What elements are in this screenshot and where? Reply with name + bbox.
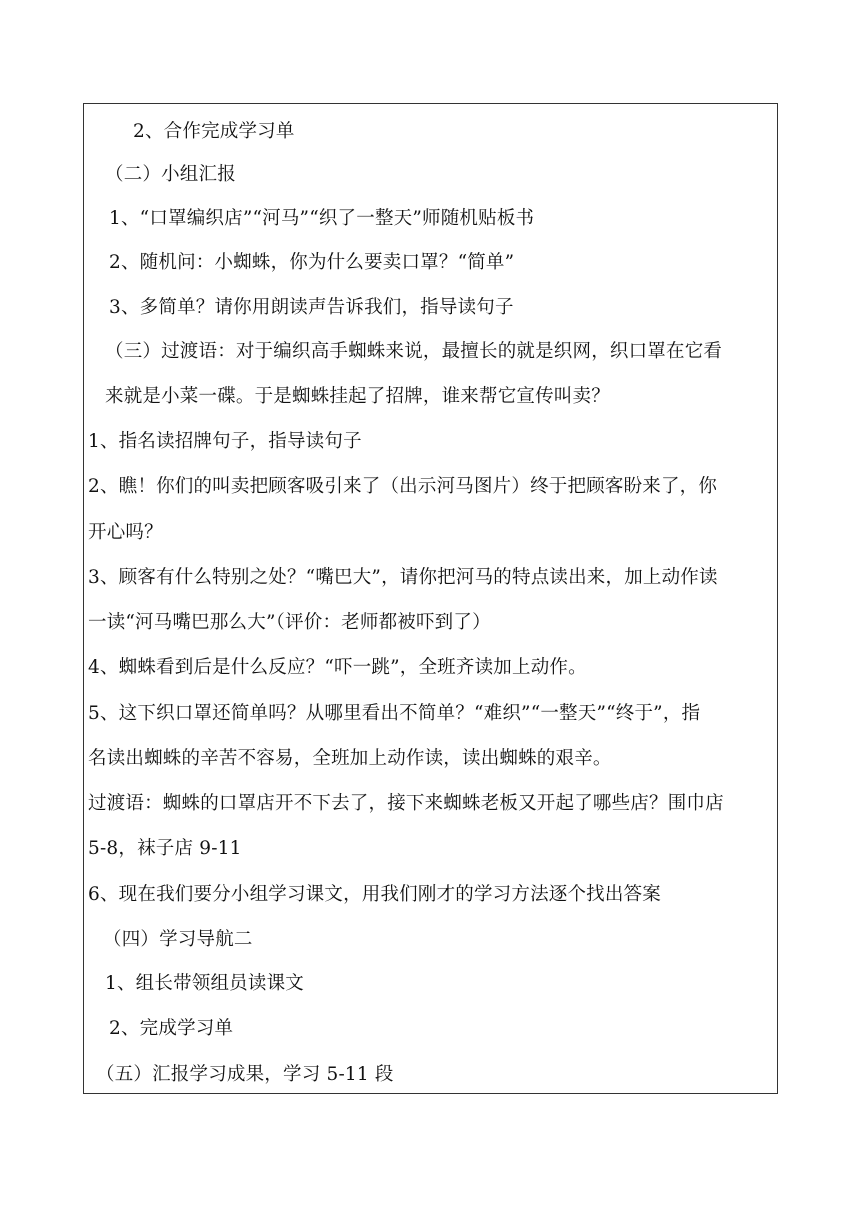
text-line: 1、“口罩编织店”“河马”“织了一整天”师随机贴板书: [109, 208, 535, 229]
text-line: 一读“河马嘴巴那么大”（评价：老师都被吓到了）: [88, 612, 491, 633]
text-line: 5、这下织口罩还简单吗？从哪里看出不简单？“难织”“一整天”“终于”，指: [88, 703, 701, 724]
text-line: 4、蜘蛛看到后是什么反应？“吓一跳”，全班齐读加上动作。: [88, 657, 587, 678]
text-line: （二）小组汇报: [105, 164, 236, 185]
text-line: 1、指名读招牌句子，指导读句子: [88, 431, 362, 452]
text-line: （五）汇报学习成果，学习 5-11 段: [96, 1064, 394, 1085]
text-line: 2、随机问：小蜘蛛，你为什么要卖口罩？“简单”: [109, 252, 515, 273]
text-line: 2、合作完成学习单: [133, 121, 295, 142]
text-line: 5-8，袜子店 9-11: [88, 838, 242, 859]
text-line: 6、现在我们要分小组学习课文，用我们刚才的学习方法逐个找出答案: [88, 884, 661, 905]
text-line: （三）过渡语：对于编织高手蜘蛛来说，最擅长的就是织网，织口罩在它看: [105, 341, 723, 362]
text-line: 来就是小菜一碟。于是蜘蛛挂起了招牌，谁来帮它宣传叫卖？: [105, 386, 610, 407]
text-line: 1、组长带领组员读课文: [105, 973, 304, 994]
text-line: 开心吗？: [88, 522, 163, 543]
text-line: 名读出蜘蛛的辛苦不容易，全班加上动作读，读出蜘蛛的艰辛。: [88, 748, 612, 769]
text-line: 3、多简单？请你用朗读声告诉我们，指导读句子: [109, 297, 514, 318]
text-line: 3、顾客有什么特别之处？“嘴巴大”，请你把河马的特点读出来，加上动作读: [88, 567, 718, 588]
text-line: 2、完成学习单: [109, 1018, 234, 1039]
text-line: （四）学习导航二: [103, 929, 253, 950]
lesson-plan-table-cell: [83, 103, 778, 1094]
text-line: 2、瞧！你们的叫卖把顾客吸引来了（出示河马图片）终于把顾客盼来了，你: [88, 476, 718, 497]
text-line: 过渡语：蜘蛛的口罩店开不下去了，接下来蜘蛛老板又开起了哪些店？围巾店: [88, 793, 724, 814]
